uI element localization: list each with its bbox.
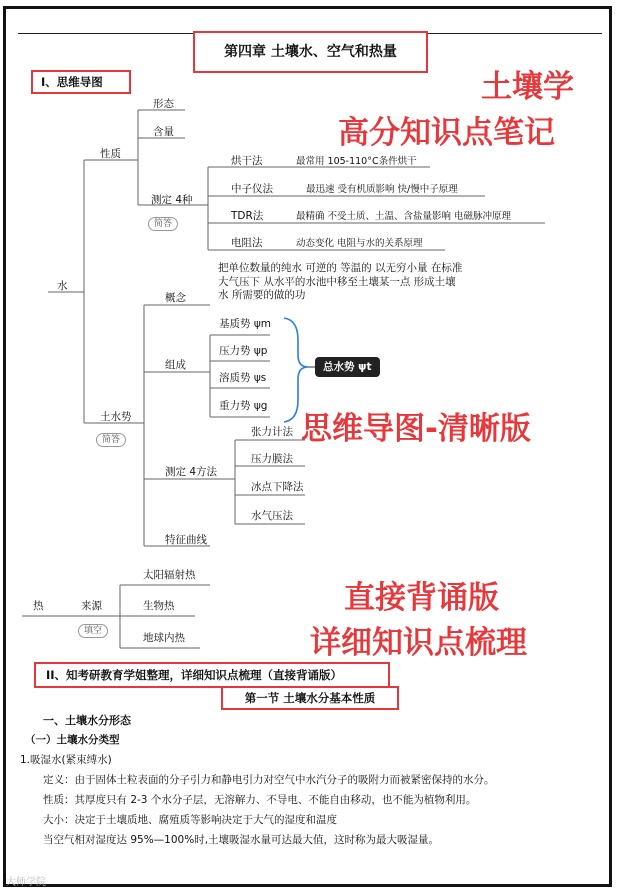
tag-tiankong: 填空 [78,624,108,638]
node-heat: 热 [33,600,44,612]
node-water: 水 [57,280,68,292]
node-xingtai: 形态 [153,98,174,110]
node-shengwure: 生物热 [143,600,175,612]
desc-dianzu: 动态变化 电阻与水的关系原理 [296,238,423,249]
node-bingdian: 冰点下降法 [251,481,304,493]
node-dianzu: 电阻法 [231,237,263,249]
desc-zhongzi: 最迅速 受有机质影响 快/慢中子原理 [306,184,458,195]
watermark: 大师学院 [6,877,46,888]
node-gainian: 概念 [165,292,186,304]
tag-jianda-2: 简答 [96,433,126,447]
desc-tdr: 最精确 不受土质、土温、含盐量影响 电磁脉冲原理 [296,211,512,222]
section-heading: 第一节 土壤水分基本性质 [221,686,399,710]
node-zongshuishi: 总水势 ψt [315,357,380,377]
overlay-mindmap-clear: 思维导图-清晰版 [301,411,531,447]
node-zhanglijifa: 张力计法 [251,426,293,438]
section-mindmap-heading: I、思维导图 [31,70,131,94]
body-line-4: 当空气相对湿度达 95%—100%时,土壤吸湿水量可达最大值，这时称为最大吸湿量。 [43,834,440,846]
overlay-title-1: 土壤学 [481,69,574,105]
node-rongzhishi: 溶质势 ψs [219,372,267,384]
node-zucheng: 组成 [165,359,186,371]
heading-3: 1.吸湿水(紧束缚水) [20,754,112,766]
node-hongganfa: 烘干法 [231,155,263,167]
node-taiyang: 太阳辐射热 [143,569,196,581]
node-diqiu: 地球内热 [143,632,185,644]
node-yalimofa: 压力膜法 [251,453,293,465]
node-tushuishi: 土水势 [100,411,132,423]
node-zhongzi: 中子仪法 [231,183,273,195]
desc-gainian: 把单位数量的纯水 可逆的 等温的 以无穷小量 在标准大气压下 从水平的水池中移至土壤某一点 形成土壤水 所需要的做的功 [218,262,463,301]
heading-2: （一）土壤水分类型 [25,734,120,746]
node-hanliang: 含量 [153,126,174,138]
overlay-detailed: 详细知识点梳理 [310,625,527,661]
node-xingzhi: 性质 [100,148,121,160]
tag-jianda-1: 简答 [148,217,178,231]
part2-heading: II、知考研教育学姐整理，详细知识点梳理（直接背诵版） [34,662,390,688]
node-ceding-4fa: 测定 4方法 [165,466,218,478]
node-shuiqiyali: 水气压法 [251,510,293,522]
node-laiyuan: 来源 [81,600,102,612]
node-jizhishi: 基质势 ψm [219,318,271,330]
body-line-3: 大小：决定于土壤质地、腐殖质等影响决定于大气的湿度和温度 [43,814,337,826]
desc-hongganfa: 最常用 105-110°C条件烘干 [296,156,417,167]
body-line-2: 性质：其厚度只有 2-3 个水分子层，无溶解力、不导电、不能自由移动，也不能为植物利用。 [43,794,477,806]
heading-1: 一、土壤水分形态 [43,714,131,727]
node-tezhengquxian: 特征曲线 [165,534,207,546]
chapter-title: 第四章 土壤水、空气和热量 [193,31,428,73]
body-line-1: 定义：由于固体土粒表面的分子引力和静电引力对空气中水汽分子的吸附力而被紧密保持的水分。 [43,774,495,786]
node-yalishi: 压力势 ψp [219,345,268,357]
node-tdr: TDR法 [231,210,264,222]
overlay-memorize: 直接背诵版 [344,580,499,616]
overlay-title-2: 高分知识点笔记 [338,115,555,151]
node-zhonglishi: 重力势 ψg [219,400,268,412]
node-ceding-4: 测定 4种 [151,194,193,206]
